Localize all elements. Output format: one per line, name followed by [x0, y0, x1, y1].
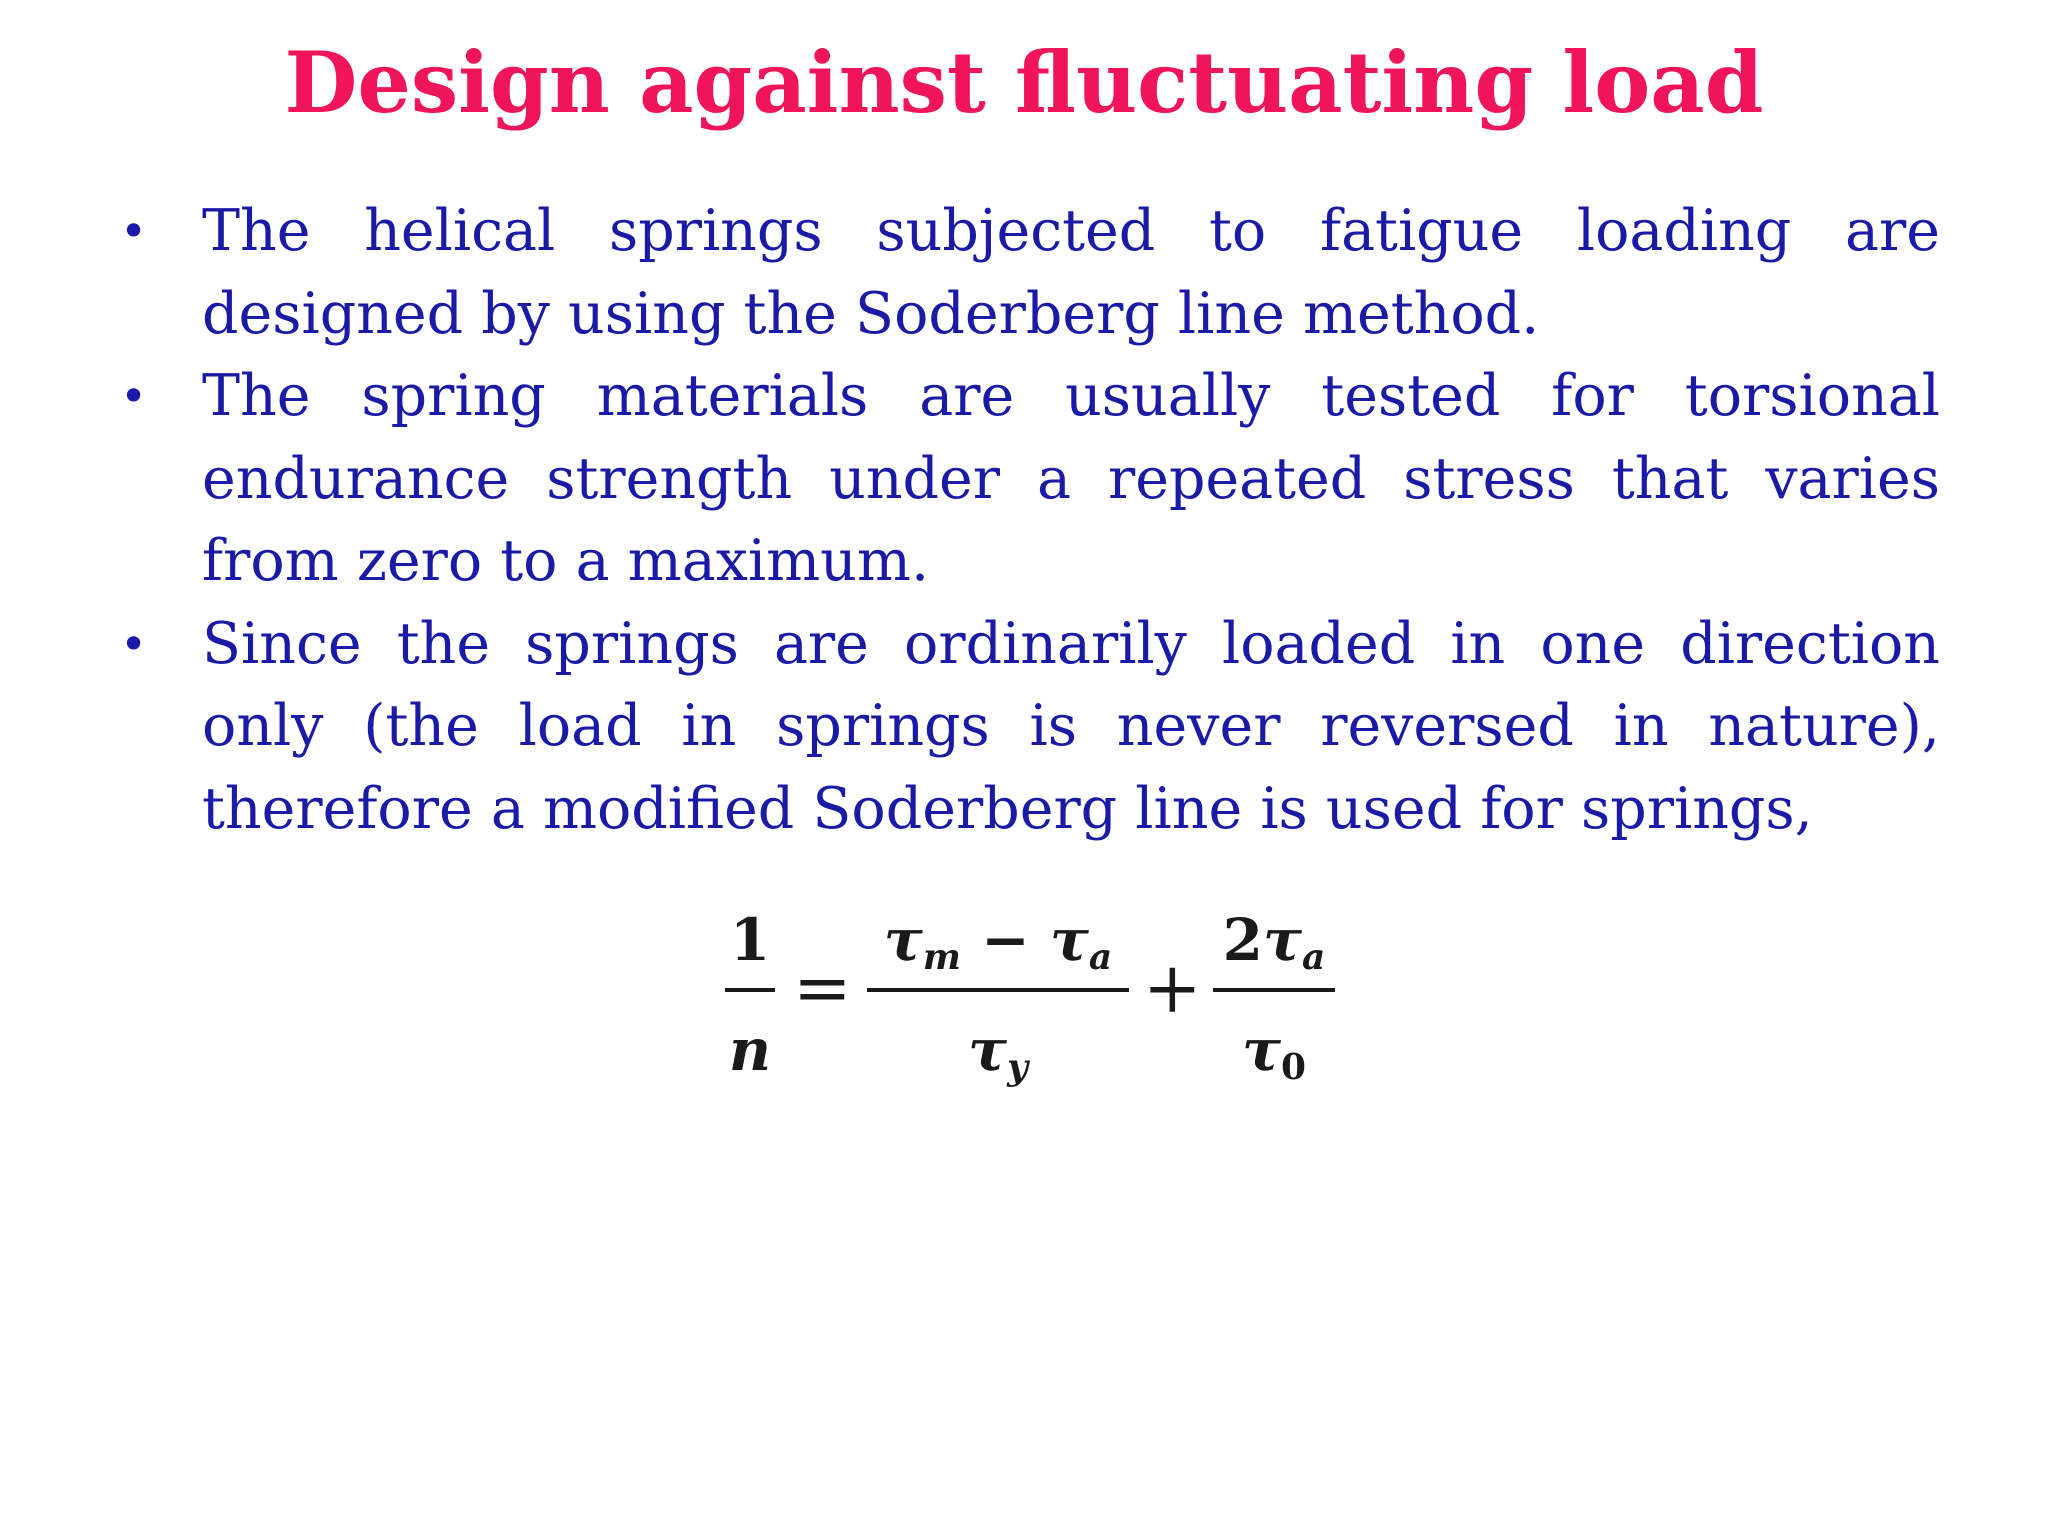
term2-denominator	[1213, 1015, 1335, 1102]
lhs-fraction	[725, 905, 775, 1105]
bullet-item-2	[120, 355, 1940, 603]
slide-title: Design against fluctuating load	[284, 33, 1764, 132]
fraction-bar	[867, 988, 1129, 992]
fraction-bar	[725, 988, 775, 992]
bullet-icon: •	[120, 204, 148, 258]
tau-symbol: τ	[1049, 906, 1089, 974]
term1-denominator	[867, 1015, 1129, 1102]
equals-sign: =	[793, 947, 852, 1029]
bullet-icon: •	[120, 369, 148, 423]
bullet-text-3: Since the springs are ordinarily loaded in one direction only (the load in springs is never reversed in nature), therefore a modified Soderberg line is used for springs,	[202, 610, 1940, 842]
subscript-a: a	[1302, 935, 1326, 978]
bullet-list	[120, 190, 1940, 850]
tau-symbol: τ	[968, 1016, 1008, 1084]
alternating-stress-fraction	[1213, 905, 1335, 1105]
lhs-denominator: n	[728, 1016, 772, 1084]
subscript-m: m	[922, 935, 961, 978]
subscript-zero: 0	[1281, 1045, 1307, 1088]
plus-sign: +	[1143, 947, 1202, 1029]
tau-symbol: τ	[1241, 1016, 1281, 1084]
coefficient-two: 2	[1222, 906, 1264, 974]
lhs-numerator: 1	[729, 906, 771, 974]
subscript-a: a	[1088, 935, 1113, 978]
term2-numerator	[1213, 905, 1335, 992]
bullet-text-1: The helical springs subjected to fatigue loading are designed by using the Soderberg line method.	[202, 198, 1940, 347]
tau-symbol: τ	[883, 906, 923, 974]
bullet-item-3	[120, 603, 1940, 851]
bullet-text-2: The spring materials are usually tested for torsional endurance strength under a repeated stress that varies from zero to a maximum.	[202, 363, 1940, 594]
bullet-item-1	[120, 190, 1940, 355]
term1-numerator	[867, 905, 1129, 992]
fraction-bar	[1213, 988, 1335, 992]
mean-stress-fraction	[867, 905, 1129, 1105]
bullet-icon: •	[120, 616, 148, 671]
tau-symbol: τ	[1263, 906, 1303, 974]
subscript-y: y	[1007, 1045, 1028, 1088]
minus-sign: −	[981, 906, 1030, 974]
